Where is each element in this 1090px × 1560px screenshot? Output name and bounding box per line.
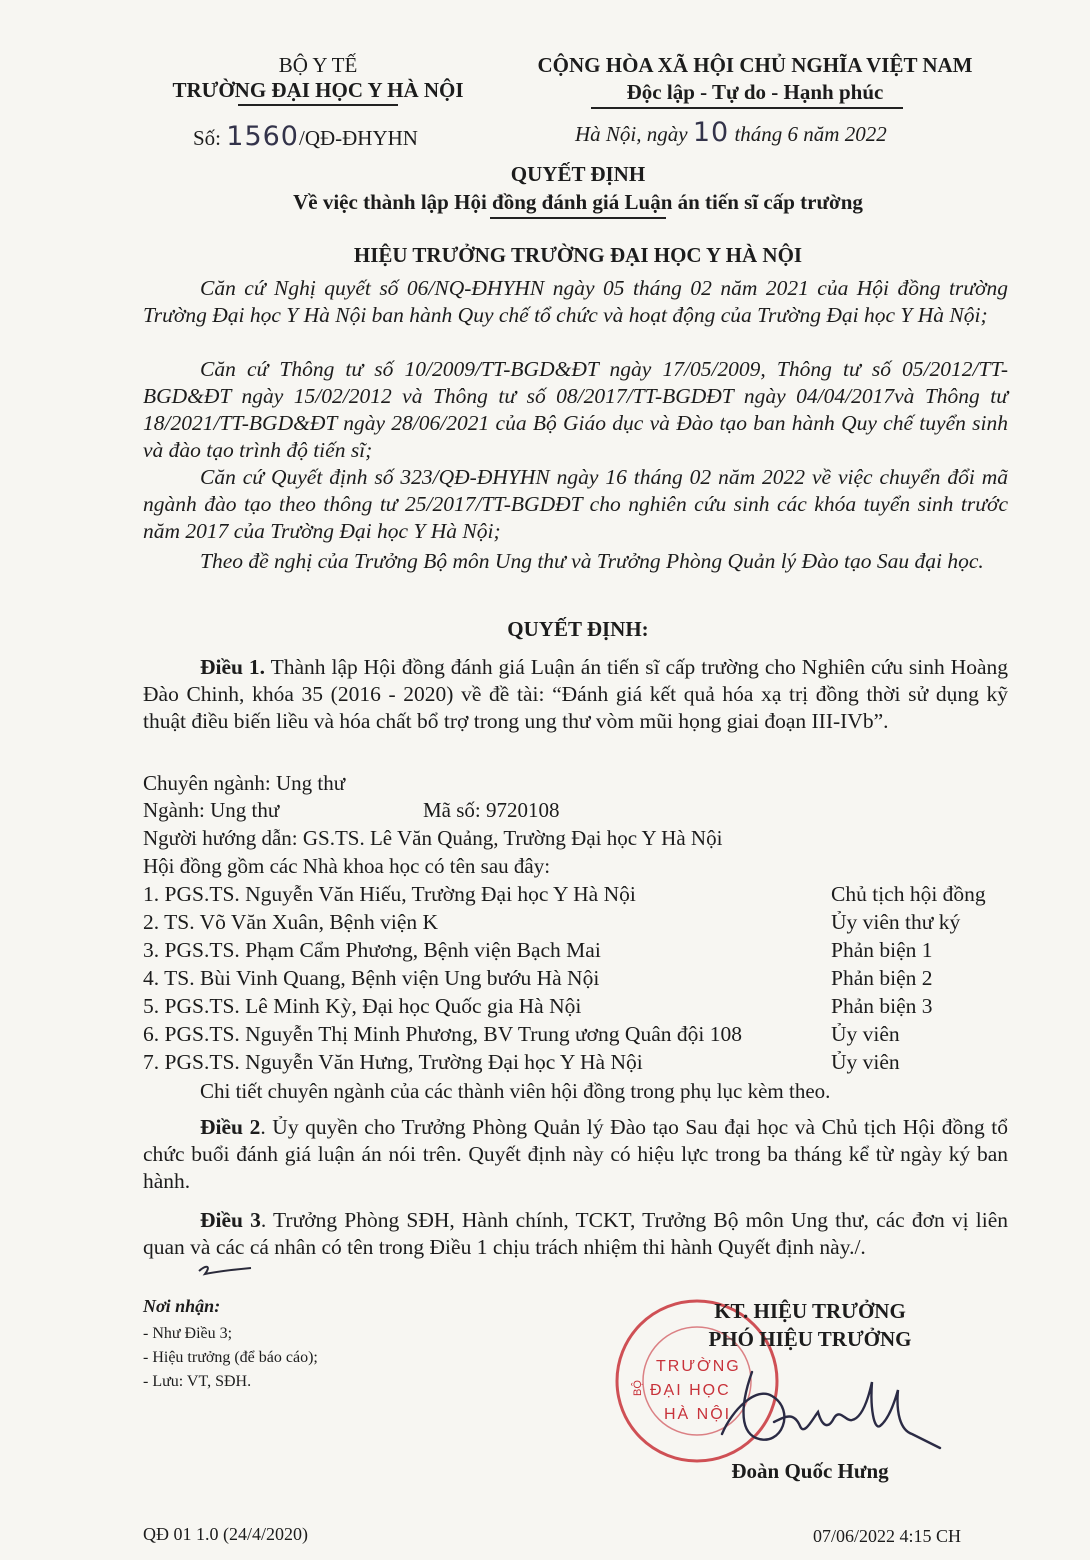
council-member (143, 938, 1013, 965)
article-1-text: Thành lập Hội đồng đánh giá Luận án tiến sĩ cấp trường cho Nghiên cứu sinh Hoàng Đào Chinh, khóa 35 (2016 - 2020) về đề tài: “Đánh giá kết quả hóa xạ trị đồng thời sử dụng kỹ thuật điều biến liều và hóa chất bổ trợ trong ung thư vòm mũi họng giai đoạn III-IVb”. (143, 655, 1008, 733)
supervisor: Người hướng dẫn: GS.TS. Lê Văn Quảng, Trường Đại học Y Hà Nội (143, 826, 723, 850)
member-name: 7. PGS.TS. Nguyễn Văn Hưng, Trường Đại học Y Hà Nội (143, 1050, 643, 1074)
council-intro: Hội đồng gồm các Nhà khoa học có tên sau đây: (143, 854, 551, 878)
appendix-note: Chi tiết chuyên ngành của các thành viên hội đồng trong phụ lục kèm theo. (200, 1079, 831, 1103)
number-prefix: Số: (193, 126, 222, 150)
field: Ngành: Ung thư (143, 798, 280, 822)
member-name: 2. TS. Võ Văn Xuân, Bệnh viện K (143, 910, 439, 934)
field-code: Mã số: 9720108 (423, 798, 560, 822)
basis-3: Căn cứ Quyết định số 323/QĐ-ĐHYHN ngày 16 tháng 02 năm 2022 về việc chuyển đổi mã ngành đào tạo theo thông tư 25/2017/TT-BGDĐT cho nghiên cứu sinh các khóa tuyển sinh trước năm 2017 của Trường Đại học Y Hà Nội; (143, 465, 1008, 543)
member-role: Ủy viên thư ký (831, 910, 961, 934)
council-member (143, 994, 1013, 1021)
basis-4: Theo đề nghị của Trưởng Bộ môn Ung thư và Trưởng Phòng Quản lý Đào tạo Sau đại học. (200, 549, 984, 573)
decision-heading: QUYẾT ĐỊNH: (507, 617, 649, 641)
form-code: QĐ 01 1.0 (24/4/2020) (143, 1524, 308, 1544)
country-name: CỘNG HÒA XÃ HỘI CHỦ NGHĨA VIỆT NAM (537, 53, 973, 77)
council-member (143, 882, 1013, 909)
stamp-text-1: TRƯỜNG (656, 1358, 741, 1375)
motto-underline (591, 107, 903, 109)
basis-2: Căn cứ Thông tư số 10/2009/TT-BGD&ĐT ngày 17/05/2009, Thông tư số 05/2012/TT-BGD&ĐT ngày 15/02/2012 và Thông tư số 08/2017/TT-BGDĐT ngày 04/04/2017và Thông tư 18/2021/TT-BGD&ĐT ngày 28/06/2021 của Bộ Giáo dục và Đào tạo ban hành Quy chế tuyển sinh và đào tạo trình độ tiến sĩ; (143, 357, 1008, 462)
member-role: Phản biện 1 (831, 938, 933, 962)
signer-title-2: PHÓ HIỆU TRƯỞNG (708, 1327, 912, 1351)
member-name: 4. TS. Bùi Vinh Quang, Bệnh viện Ung bướu Hà Nội (143, 966, 600, 990)
member-role: Chủ tịch hội đồng (831, 882, 986, 906)
member-role: Phản biện 3 (831, 994, 933, 1018)
member-name: 1. PGS.TS. Nguyễn Văn Hiếu, Trường Đại học Y Hà Nội (143, 882, 636, 906)
stamp-text-side: BỘ (631, 1380, 644, 1396)
member-name: 5. PGS.TS. Lê Minh Kỳ, Đại học Quốc gia Hà Nội (143, 994, 582, 1018)
article-3 (143, 1207, 1008, 1261)
header-left-underline (238, 104, 398, 106)
issue-date (575, 117, 887, 148)
basis-1: Căn cứ Nghị quyết số 06/NQ-ĐHYHN ngày 05 tháng 02 năm 2021 của Hội đồng trường Trường Đại học Y Hà Nội ban hành Quy chế tổ chức và hoạt động của Trường Đại học Y Hà Nội; (143, 276, 1008, 327)
council-member (143, 1050, 1013, 1077)
handwritten-number: 1560 (226, 121, 299, 152)
article-3-label: Điều 3 (200, 1208, 261, 1232)
signer-name: Đoàn Quốc Hưng (731, 1459, 889, 1483)
specialty: Chuyên ngành: Ung thư (143, 771, 346, 795)
member-role: Ủy viên (831, 1050, 900, 1074)
national-motto: Độc lập - Tự do - Hạnh phúc (626, 80, 884, 104)
date-suffix: tháng 6 năm 2022 (734, 122, 887, 146)
member-role: Ủy viên (831, 1022, 900, 1046)
stamp-text-2: ĐẠI HỌC (650, 1382, 731, 1399)
member-role: Phản biện 2 (831, 966, 933, 990)
recipient-item: - Lưu: VT, SĐH. (143, 1373, 252, 1390)
issuing-authority: HIỆU TRƯỞNG TRƯỜNG ĐẠI HỌC Y HÀ NỘI (353, 243, 803, 267)
document-title: QUYẾT ĐỊNH (510, 162, 646, 186)
article-3-text: . Trưởng Phòng SĐH, Hành chính, TCKT, Trưởng Bộ môn Ung thư, các đơn vị liên quan và các cá nhân có tên trong Điều 1 chịu trách nhiệm thi hành Quyết định này./. (143, 1208, 1008, 1259)
document-number (193, 121, 418, 152)
council-member (143, 966, 1013, 993)
stamp-text-3: HÀ NỘI (664, 1406, 732, 1423)
document-subject: Về việc thành lập Hội đồng đánh giá Luận án tiến sĩ cấp trường (293, 190, 863, 214)
member-name: 3. PGS.TS. Phạm Cẩm Phương, Bệnh viện Bạch Mai (143, 938, 601, 962)
handwritten-stroke (195, 1258, 255, 1280)
article-1-label: Điều 1. (200, 655, 266, 679)
article-2-label: Điều 2 (200, 1115, 261, 1139)
recipient-item: - Như Điều 3; (143, 1325, 233, 1342)
handwritten-signature (712, 1360, 952, 1455)
article-2-text: . Ủy quyền cho Trưởng Phòng Quản lý Đào tạo Sau đại học và Chủ tịch Hội đồng tổ chức buổi đánh giá luận án nói trên. Quyết định này có hiệu lực trong ba tháng kể từ ngày ký ban hành. (143, 1115, 1009, 1193)
print-timestamp: 07/06/2022 4:15 CH (813, 1526, 962, 1546)
subject-underline (490, 217, 666, 219)
council-member (143, 910, 1013, 937)
signer-title-1: KT. HIỆU TRƯỞNG (714, 1299, 906, 1323)
recipient-item: - Hiệu trưởng (để báo cáo); (143, 1349, 318, 1366)
handwritten-day: 10 (692, 117, 730, 148)
ministry-name: BỘ Y TẾ (278, 53, 358, 77)
member-name: 6. PGS.TS. Nguyễn Thị Minh Phương, BV Trung ương Quân đội 108 (143, 1022, 742, 1046)
university-name: TRƯỜNG ĐẠI HỌC Y HÀ NỘI (172, 78, 464, 102)
council-member (143, 1022, 1013, 1049)
article-2 (143, 1114, 1008, 1195)
recipients-heading: Nơi nhận: (143, 1296, 221, 1316)
date-prefix: Hà Nội, ngày (575, 122, 688, 146)
number-suffix: /QĐ-ĐHYHN (298, 126, 418, 150)
article-1 (143, 654, 1008, 735)
